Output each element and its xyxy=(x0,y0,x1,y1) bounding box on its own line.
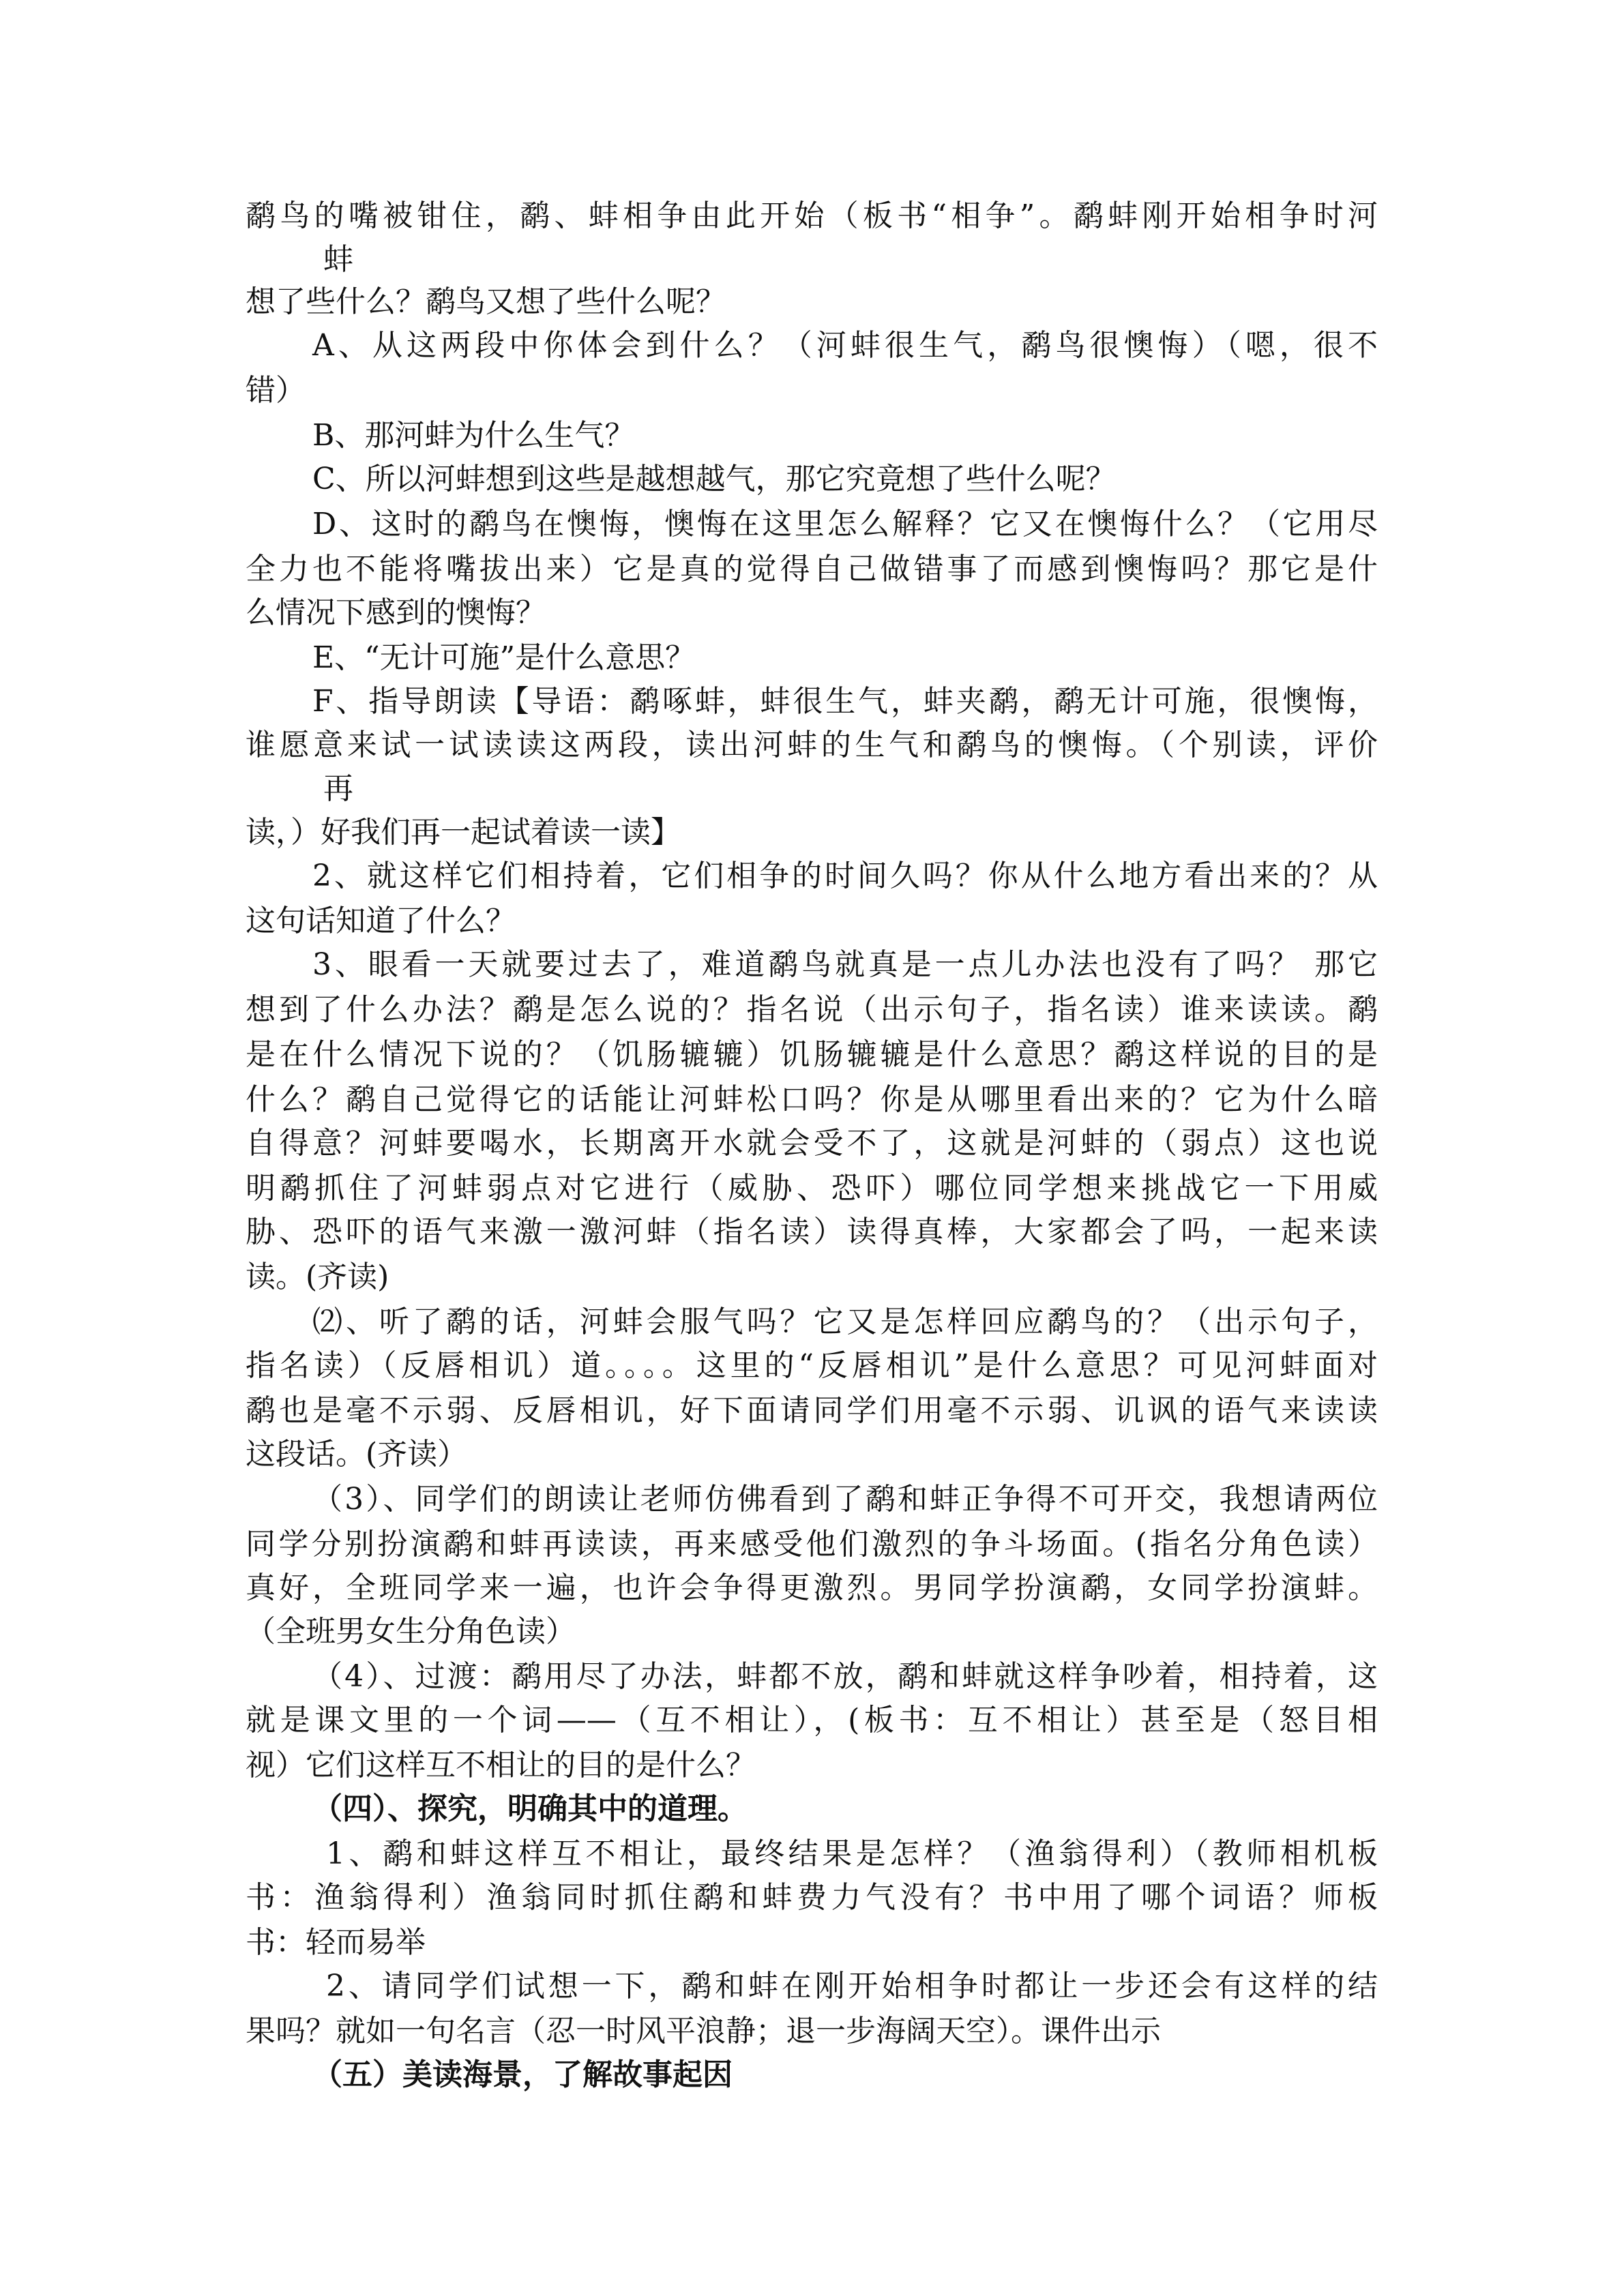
section-heading: （五）美读海景，了解故事起因 xyxy=(312,2057,733,2092)
text-line: F、指导朗读【导语：鹬啄蚌，蚌很生气，蚌夹鹬，鹬无计可施，很懊悔， xyxy=(312,684,1378,719)
text-line: C、所以河蚌想到这些是越想越气，那它究竟想了些什么呢？ xyxy=(312,462,1116,496)
text-line: 什么？鹬自己觉得它的话能让河蚌松口吗？你是从哪里看出来的？它为什么暗 xyxy=(246,1082,1378,1117)
text-line: ⑵、听了鹬的话，河蚌会服气吗？它又是怎样回应鹬鸟的？（出示句子， xyxy=(312,1304,1378,1339)
text-line: 2、就这样它们相持着，它们相争的时间久吗？你从什么地方看出来的？从 xyxy=(312,859,1378,893)
text-line: B、那河蚌为什么生气？ xyxy=(312,418,635,453)
text-line: 蚌 xyxy=(323,242,353,277)
text-line: （全班男女生分角色读） xyxy=(246,1614,576,1649)
text-line: 鹬也是毫不示弱、反唇相讥，好下面请同学们用毫不示弱、讥讽的语气来读读 xyxy=(246,1393,1378,1428)
text-line: 同学分别扮演鹬和蚌再读读，再来感受他们激烈的争斗场面。(指名分角色读） xyxy=(246,1527,1378,1562)
text-line: A、从这两段中你体会到什么？（河蚌很生气，鹬鸟很懊悔）（嗯，很不 xyxy=(312,328,1378,363)
text-line: 么情况下感到的懊悔？ xyxy=(246,595,546,630)
text-line: 书：渔翁得利）渔翁同时抓住鹬和蚌费力气没有？书中用了哪个词语？师板 xyxy=(246,1880,1378,1915)
text-line: （4）、过渡：鹬用尽了办法，蚌都不放，鹬和蚌就这样争吵着，相持着，这 xyxy=(312,1659,1378,1694)
text-line: 3、眼看一天就要过去了，难道鹬鸟就真是一点儿办法也没有了吗？ 那它 xyxy=(312,947,1378,982)
text-line: E、“无计可施”是什么意思？ xyxy=(312,640,696,675)
text-line: 自得意？河蚌要喝水，长期离开水就会受不了，这就是河蚌的（弱点）这也说 xyxy=(246,1126,1378,1161)
text-line: 是在什么情况下说的？（饥肠辘辘）饥肠辘辘是什么意思？鹬这样说的目的是 xyxy=(246,1037,1378,1072)
text-line: 书：轻而易举 xyxy=(246,1925,426,1960)
text-line: 读。(齐读) xyxy=(246,1259,389,1294)
text-line: D、这时的鹬鸟在懊悔，懊悔在这里怎么解释？它又在懊悔什么？（它用尽 xyxy=(312,507,1378,541)
text-line: 想到了什么办法？鹬是怎么说的？指名说（出示句子，指名读）谁来读读。鹬 xyxy=(246,992,1378,1027)
text-line: 明鹬抓住了河蚌弱点对它进行（威胁、恐吓）哪位同学想来挑战它一下用威 xyxy=(246,1171,1378,1206)
text-line: 谁愿意来试一试读读这两段，读出河蚌的生气和鹬鸟的懊悔。（个别读，评价 xyxy=(246,728,1378,762)
text-line: 2、请同学们试想一下，鹬和蚌在刚开始相争时都让一步还会有这样的结 xyxy=(326,1969,1378,2003)
text-line: 真好，全班同学来一遍，也许会争得更激烈。男同学扮演鹬，女同学扮演蚌。 xyxy=(246,1570,1378,1605)
text-line: 胁、恐吓的语气来激一激河蚌（指名读）读得真棒，大家都会了吗，一起来读 xyxy=(246,1214,1378,1249)
text-line: （3）、同学们的朗读让老师仿佛看到了鹬和蚌正争得不可开交，我想请两位 xyxy=(312,1482,1378,1517)
text-line: 这句话知道了什么？ xyxy=(246,904,516,938)
text-line: 读，）好我们再一起试着读一读】 xyxy=(246,815,681,850)
text-line: 鹬鸟的嘴被钳住，鹬、蚌相争由此开始（板书“相争”。鹬蚌刚开始相争时河 xyxy=(246,198,1378,233)
text-line: 想了些什么？鹬鸟又想了些什么呢？ xyxy=(246,284,726,319)
section-heading: （四）、探究，明确其中的道理。 xyxy=(312,1791,748,1826)
text-line: 全力也不能将嘴拔出来）它是真的觉得自己做错事了而感到懊悔吗？那它是什 xyxy=(246,552,1378,586)
text-line: 这段话。(齐读） xyxy=(246,1437,468,1472)
text-line: 再 xyxy=(323,771,353,806)
text-line: 就是课文里的一个词——（互不相让），(板书：互不相让）甚至是（怒目相 xyxy=(246,1703,1378,1738)
text-line: 错） xyxy=(246,373,306,408)
text-line: 1、鹬和蚌这样互不相让，最终结果是怎样？（渔翁得利）（教师相机板 xyxy=(326,1836,1378,1871)
text-line: 视）它们这样互不相让的目的是什么？ xyxy=(246,1748,756,1783)
text-line: 指名读）（反唇相讥）道。。。。这里的“反唇相讥”是什么意思？可见河蚌面对 xyxy=(246,1348,1378,1383)
text-line: 果吗？就如一句名言（忍一时风平浪静；退一步海阔天空）。课件出示 xyxy=(246,2014,1161,2048)
